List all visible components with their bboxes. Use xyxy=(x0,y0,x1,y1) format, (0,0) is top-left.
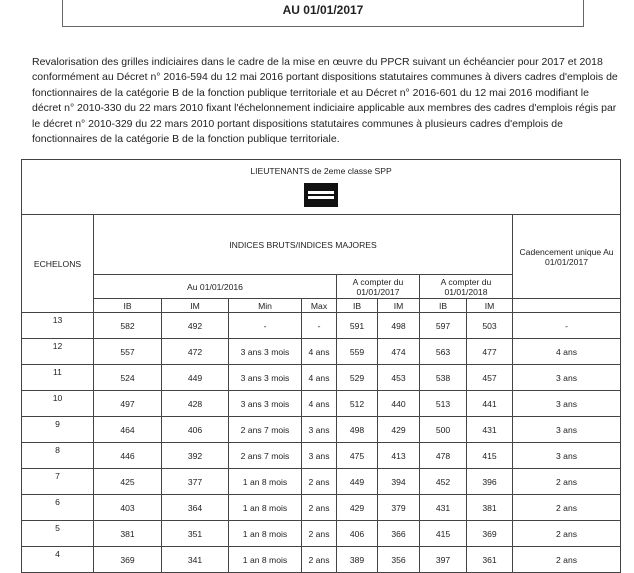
min-duration-cell: 3 ans 3 mois xyxy=(229,365,302,391)
max-duration-cell: 3 ans xyxy=(302,443,337,469)
cadencement-cell: 2 ans xyxy=(513,547,621,573)
im-2018-cell: 441 xyxy=(467,391,513,417)
max-duration-cell: - xyxy=(302,313,337,339)
ib-2018-cell: 538 xyxy=(420,365,467,391)
im-2017-cell: 498 xyxy=(378,313,420,339)
ib-2018-cell: 597 xyxy=(420,313,467,339)
ib-2017-cell: 559 xyxy=(337,339,378,365)
im-2016-cell: 351 xyxy=(162,521,229,547)
table-row xyxy=(22,469,621,495)
page-title: AU 01/01/2017 xyxy=(282,3,364,17)
compter-2017-header: A compter du 01/01/2017 xyxy=(337,275,420,299)
im-2016-cell: 472 xyxy=(162,339,229,365)
table-body xyxy=(22,313,621,573)
ib-2017-cell: 475 xyxy=(337,443,378,469)
im-2017-cell: 366 xyxy=(378,521,420,547)
min-duration-cell: 1 an 8 mois xyxy=(229,547,302,573)
compter-2018-header: A compter du 01/01/2018 xyxy=(420,275,513,299)
max-duration-cell: 4 ans xyxy=(302,339,337,365)
im-2018-cell: 477 xyxy=(467,339,513,365)
ib-2016-cell: 369 xyxy=(94,547,162,573)
ib-2017-cell: 406 xyxy=(337,521,378,547)
ib-2017-cell: 591 xyxy=(337,313,378,339)
min-duration-cell: 3 ans 3 mois xyxy=(229,339,302,365)
ib-2018-cell: 452 xyxy=(420,469,467,495)
ib-2018-cell: 431 xyxy=(420,495,467,521)
ib-2018-cell: 563 xyxy=(420,339,467,365)
min-duration-cell: 2 ans 7 mois xyxy=(229,443,302,469)
min-duration-cell: 1 an 8 mois xyxy=(229,521,302,547)
ib-2016-cell: 464 xyxy=(94,417,162,443)
ib-2018-cell: 397 xyxy=(420,547,467,573)
ib-2016-cell: 557 xyxy=(94,339,162,365)
min-duration-cell: - xyxy=(229,313,302,339)
im-2016-cell: 449 xyxy=(162,365,229,391)
echelons-header: ECHELONS xyxy=(22,215,94,313)
table-row xyxy=(22,365,621,391)
min-duration-cell: 3 ans 3 mois xyxy=(229,391,302,417)
im-2018-cell: 381 xyxy=(467,495,513,521)
min-duration-cell: 1 an 8 mois xyxy=(229,469,302,495)
cadencement-subheader xyxy=(513,299,621,313)
intro-paragraph: Revalorisation des grilles indiciaires dans le cadre de la mise en œuvre du PPCR suivant un échéancier pour 2017 et 2018 conformément au Décret n° 2016-594 du 12 mai 2016 portant dispositions statutaires communes à divers cadres d'emplois de fonctionnaires de la catégorie B de la fonction publique territoriale et au Décret n° 2016-601 du 12 mai 2016 modifiant le décret n° 2010-330 du 22 mars 2010 fixant l'échelonnement indiciaire applicable aux membres des cadres d'emplois régis par le décret n° 2010-329 du 22 mars 2010 portant dispositions statutaires communes à plusieurs cadres d'emplois de fonctionnaires de la catégorie B de la fonction publique territoriale. xyxy=(32,55,618,145)
echelon-cell: 8 xyxy=(22,443,94,469)
im-2017-cell: 453 xyxy=(378,365,420,391)
ib-2017-cell: 512 xyxy=(337,391,378,417)
cadencement-cell: 2 ans xyxy=(513,495,621,521)
echelon-cell: 13 xyxy=(22,313,94,339)
ib-2018-cell: 500 xyxy=(420,417,467,443)
im-2018-cell: 369 xyxy=(467,521,513,547)
cadencement-cell: 3 ans xyxy=(513,365,621,391)
max-duration-cell: 2 ans xyxy=(302,469,337,495)
im-2018-cell: 415 xyxy=(467,443,513,469)
cadencement-cell: 3 ans xyxy=(513,443,621,469)
min-duration-cell: 1 an 8 mois xyxy=(229,495,302,521)
ib-2017-cell: 529 xyxy=(337,365,378,391)
im-2017-cell: 440 xyxy=(378,391,420,417)
echelon-cell: 7 xyxy=(22,469,94,495)
table-row xyxy=(22,417,621,443)
table-row xyxy=(22,391,621,417)
ib-2016-cell: 446 xyxy=(94,443,162,469)
im-header: IM xyxy=(378,299,420,313)
im-2018-cell: 396 xyxy=(467,469,513,495)
table-row xyxy=(22,521,621,547)
im-2016-cell: 392 xyxy=(162,443,229,469)
im-2018-cell: 503 xyxy=(467,313,513,339)
max-duration-cell: 3 ans xyxy=(302,417,337,443)
cadencement-cell: 3 ans xyxy=(513,391,621,417)
table-row xyxy=(22,313,621,339)
table-row xyxy=(22,443,621,469)
echelon-cell: 9 xyxy=(22,417,94,443)
im-2016-cell: 364 xyxy=(162,495,229,521)
min-duration-cell: 2 ans 7 mois xyxy=(229,417,302,443)
ib-2017-cell: 449 xyxy=(337,469,378,495)
im-2018-cell: 457 xyxy=(467,365,513,391)
max-duration-cell: 2 ans xyxy=(302,521,337,547)
max-header: Max xyxy=(302,299,337,313)
im-header: IM xyxy=(467,299,513,313)
rank-insignia-icon xyxy=(304,183,338,207)
echelon-cell: 11 xyxy=(22,365,94,391)
cadencement-cell: 4 ans xyxy=(513,339,621,365)
echelon-cell: 4 xyxy=(22,547,94,573)
im-2017-cell: 356 xyxy=(378,547,420,573)
im-2017-cell: 394 xyxy=(378,469,420,495)
cadencement-header: Cadencement unique Au 01/01/2017 xyxy=(513,215,621,299)
im-2016-cell: 377 xyxy=(162,469,229,495)
im-2016-cell: 406 xyxy=(162,417,229,443)
ib-2016-cell: 582 xyxy=(94,313,162,339)
im-2017-cell: 429 xyxy=(378,417,420,443)
im-2017-cell: 474 xyxy=(378,339,420,365)
grade-header xyxy=(22,160,621,215)
ib-2017-cell: 389 xyxy=(337,547,378,573)
indices-header: INDICES BRUTS/INDICES MAJORES xyxy=(94,215,513,275)
im-2016-cell: 341 xyxy=(162,547,229,573)
ib-2016-cell: 497 xyxy=(94,391,162,417)
echelon-cell: 5 xyxy=(22,521,94,547)
salary-grid-table xyxy=(21,159,621,573)
table-row xyxy=(22,495,621,521)
ib-2018-cell: 513 xyxy=(420,391,467,417)
max-duration-cell: 2 ans xyxy=(302,547,337,573)
im-2017-cell: 413 xyxy=(378,443,420,469)
ib-2017-cell: 429 xyxy=(337,495,378,521)
echelon-cell: 6 xyxy=(22,495,94,521)
max-duration-cell: 4 ans xyxy=(302,391,337,417)
cadencement-cell: 2 ans xyxy=(513,469,621,495)
im-2016-cell: 428 xyxy=(162,391,229,417)
max-duration-cell: 4 ans xyxy=(302,365,337,391)
ib-2016-cell: 524 xyxy=(94,365,162,391)
echelon-cell: 10 xyxy=(22,391,94,417)
au-2016-header: Au 01/01/2016 xyxy=(94,275,337,299)
grade-label: LIEUTENANTS de 2eme classe SPP xyxy=(250,166,392,176)
ib-2018-cell: 478 xyxy=(420,443,467,469)
ib-2016-cell: 425 xyxy=(94,469,162,495)
cadencement-cell: - xyxy=(513,313,621,339)
max-duration-cell: 2 ans xyxy=(302,495,337,521)
im-2018-cell: 361 xyxy=(467,547,513,573)
ib-header: IB xyxy=(420,299,467,313)
ib-2018-cell: 415 xyxy=(420,521,467,547)
cadencement-cell: 2 ans xyxy=(513,521,621,547)
ib-header: IB xyxy=(337,299,378,313)
ib-2017-cell: 498 xyxy=(337,417,378,443)
echelon-cell: 12 xyxy=(22,339,94,365)
ib-header: IB xyxy=(94,299,162,313)
ib-2016-cell: 403 xyxy=(94,495,162,521)
title-box xyxy=(62,0,584,27)
table-row xyxy=(22,339,621,365)
min-header: Min xyxy=(229,299,302,313)
cadencement-cell: 3 ans xyxy=(513,417,621,443)
im-header: IM xyxy=(162,299,229,313)
im-2018-cell: 431 xyxy=(467,417,513,443)
ib-2016-cell: 381 xyxy=(94,521,162,547)
im-2017-cell: 379 xyxy=(378,495,420,521)
im-2016-cell: 492 xyxy=(162,313,229,339)
table-row xyxy=(22,547,621,573)
